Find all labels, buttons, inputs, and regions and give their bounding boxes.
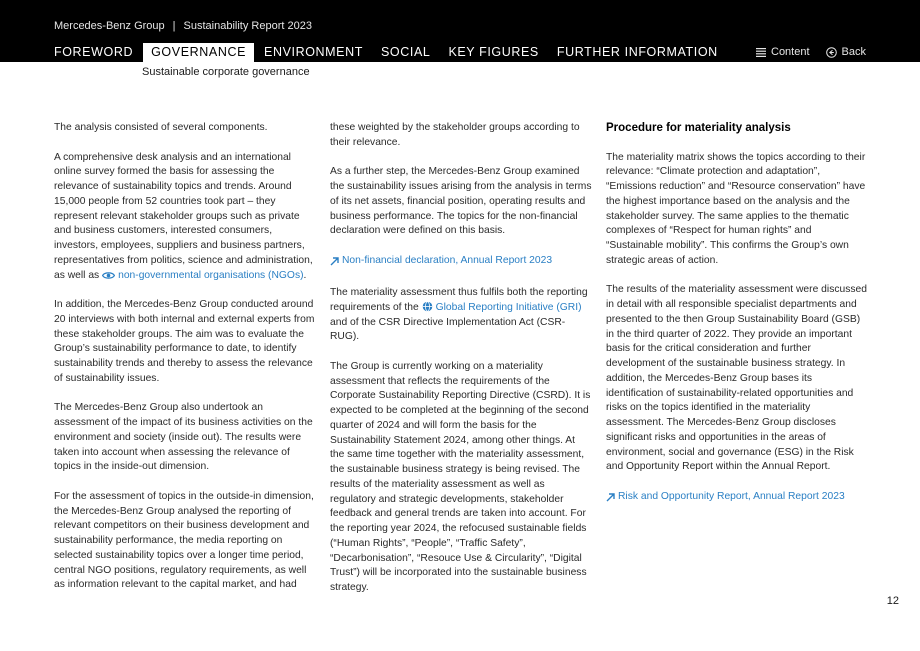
paragraph [330, 254, 592, 272]
paragraph-text: . [303, 269, 307, 281]
eye-icon [102, 271, 115, 280]
paragraph [54, 151, 316, 284]
link-text: Non-financial declaration, Annual Report 2023 [342, 254, 553, 266]
back-arrow-icon [826, 47, 837, 58]
text-column-2 [330, 121, 592, 611]
globe-icon [422, 301, 433, 312]
tab-key-figures[interactable]: KEY FIGURES [448, 45, 539, 59]
paragraph-text: A comprehensive desk analysis and an international online survey formed the basis for assessing the relevance of sustainability topics and trends. Around 15,000 people from 52 countries took part – they represent relevant stakeholder groups such as private and business customers, interested consumers, investors, employees, suppliers and business partners, representatives from politics, science and administration, as well as [54, 151, 313, 281]
paragraph: The results of the materiality assessment were discussed in detail with all responsible specialist departments and presented to the then Group Sustainability Board (GSB) in the third quarter of 2022. They provide an important basis for the critical consideration and further development of the sustainable business strategy. In addition, the Mercedes-Benz Group bases its identification of sustainability-related opportunities and risks on the topics identified in the materiality assessment. The Mercedes-Benz Group discloses significant risks and opportunities in the areas of environment, social and governance (ESG) in the Risk and Opportunity Report within the Annual Report. [606, 284, 867, 473]
breadcrumb-separator: | [172, 20, 176, 32]
paragraph: these weighted by the stakeholder groups according to their relevance. [330, 122, 580, 148]
paragraph-text: The materiality assessment thus fulfils both the reporting requirements of the [330, 287, 588, 313]
tab-environment[interactable]: ENVIRONMENT [264, 45, 363, 59]
gri-link[interactable] [422, 302, 582, 313]
paragraph: The analysis consisted of several components. [54, 122, 268, 133]
text-column-3 [606, 121, 868, 522]
paragraph-text: and of the CSR Directive Implementation Act (CSR-RUG). [330, 316, 566, 343]
paragraph [330, 286, 592, 345]
breadcrumb [54, 20, 312, 32]
ngo-link-text: non-governmental organisations (NGOs) [118, 269, 304, 281]
gri-link-text: Global Reporting Initiative (GRI) [435, 301, 582, 313]
header-tools [740, 46, 866, 58]
paragraph: The Mercedes-Benz Group also undertook an assessment of the impact of its business activities on the environment and society (inside out). The results were taken into account when assessing the relevance of topics in the inside-out dimension. [54, 402, 313, 473]
text-column-1 [54, 121, 316, 608]
tab-governance[interactable]: GOVERNANCE [143, 43, 254, 62]
report-title[interactable]: Sustainability Report 2023 [183, 20, 312, 32]
brand-name[interactable]: Mercedes-Benz Group [54, 20, 165, 32]
paragraph: For the assessment of topics in the outside-in dimension, the Mercedes-Benz Group analysed the reporting of relevant competitors on their business development and sustainability performance, the media reporting on selected sustainability topics over a longer time period, central NGO positions, regulatory requirements, as well as information relevant to the capital market, and had [54, 490, 314, 591]
page-number: 12 [886, 595, 899, 607]
subnav-item-sustainable-corporate-governance[interactable]: Sustainable corporate governance [142, 66, 310, 78]
main-nav [54, 43, 736, 62]
paragraph: As a further step, the Mercedes-Benz Group examined the sustainability issues arising from the analysis in terms of its net assets, financial position, operating results and business performance. The topics for the non-financial declaration were defined on this basis. [330, 166, 592, 237]
external-arrow-icon [606, 493, 615, 502]
tab-foreword[interactable]: FOREWORD [54, 45, 134, 59]
tab-social[interactable]: SOCIAL [380, 45, 431, 59]
header-bar [0, 0, 920, 62]
paragraph: In addition, the Mercedes-Benz Group conducted around 20 interviews with both internal and external experts from these stakeholder groups. The aim was to evaluate the Group’s sustainability performance to date, to identify sustainability trends and thereby to assess the relevance of sustainability issues. [54, 299, 315, 384]
risk-opportunity-report-link[interactable] [606, 490, 845, 505]
paragraph: The materiality matrix shows the topics according to their relevance: “Climate protection and adaptation”, “Emissions reduction” and “Resource conservation” have the highest importance based on the analysis and the stakeholder survey. The same applies to the thematic complexes of “Respect for human rights” and “Sustainable mobility”. This confirms the Group’s own strategic areas of action. [606, 151, 866, 266]
paragraph: The Group is currently working on a materiality assessment that reflects the requirements of the Corporate Sustainability Reporting Directive (CSRD). It is expected to be completed at the beginning of the second quarter of 2024 and will form the basis for the Sustainability Statement 2024, among other things. At the same time together with the materiality assessment, the sustainable business strategy is being revised. The results of the materiality assessment as well as regulatory and strategic developments, stakeholder feedback and general trends are taken into account. For the reporting year 2024, the refocused sustainable fields (“Human Rights”, “People”, “Traffic Safety”, “Decarbonisation”, “Resouce Use & Circularity”, “Digital Trust”) will be incorporated into the sustainable business strategy. [330, 360, 591, 594]
back-label: Back [841, 46, 866, 58]
tab-further-information[interactable]: FURTHER INFORMATION [556, 45, 718, 59]
section-heading: Procedure for materiality analysis [606, 122, 791, 134]
content-label: Content [771, 46, 810, 58]
non-financial-declaration-link[interactable] [330, 254, 552, 269]
back-button[interactable] [826, 46, 866, 58]
external-arrow-icon [330, 257, 339, 266]
list-icon [756, 48, 766, 57]
ngo-glossary-link[interactable] [102, 270, 303, 281]
link-text: Risk and Opportunity Report, Annual Report 2023 [618, 490, 845, 502]
content-button[interactable] [756, 46, 810, 58]
paragraph [606, 490, 868, 508]
